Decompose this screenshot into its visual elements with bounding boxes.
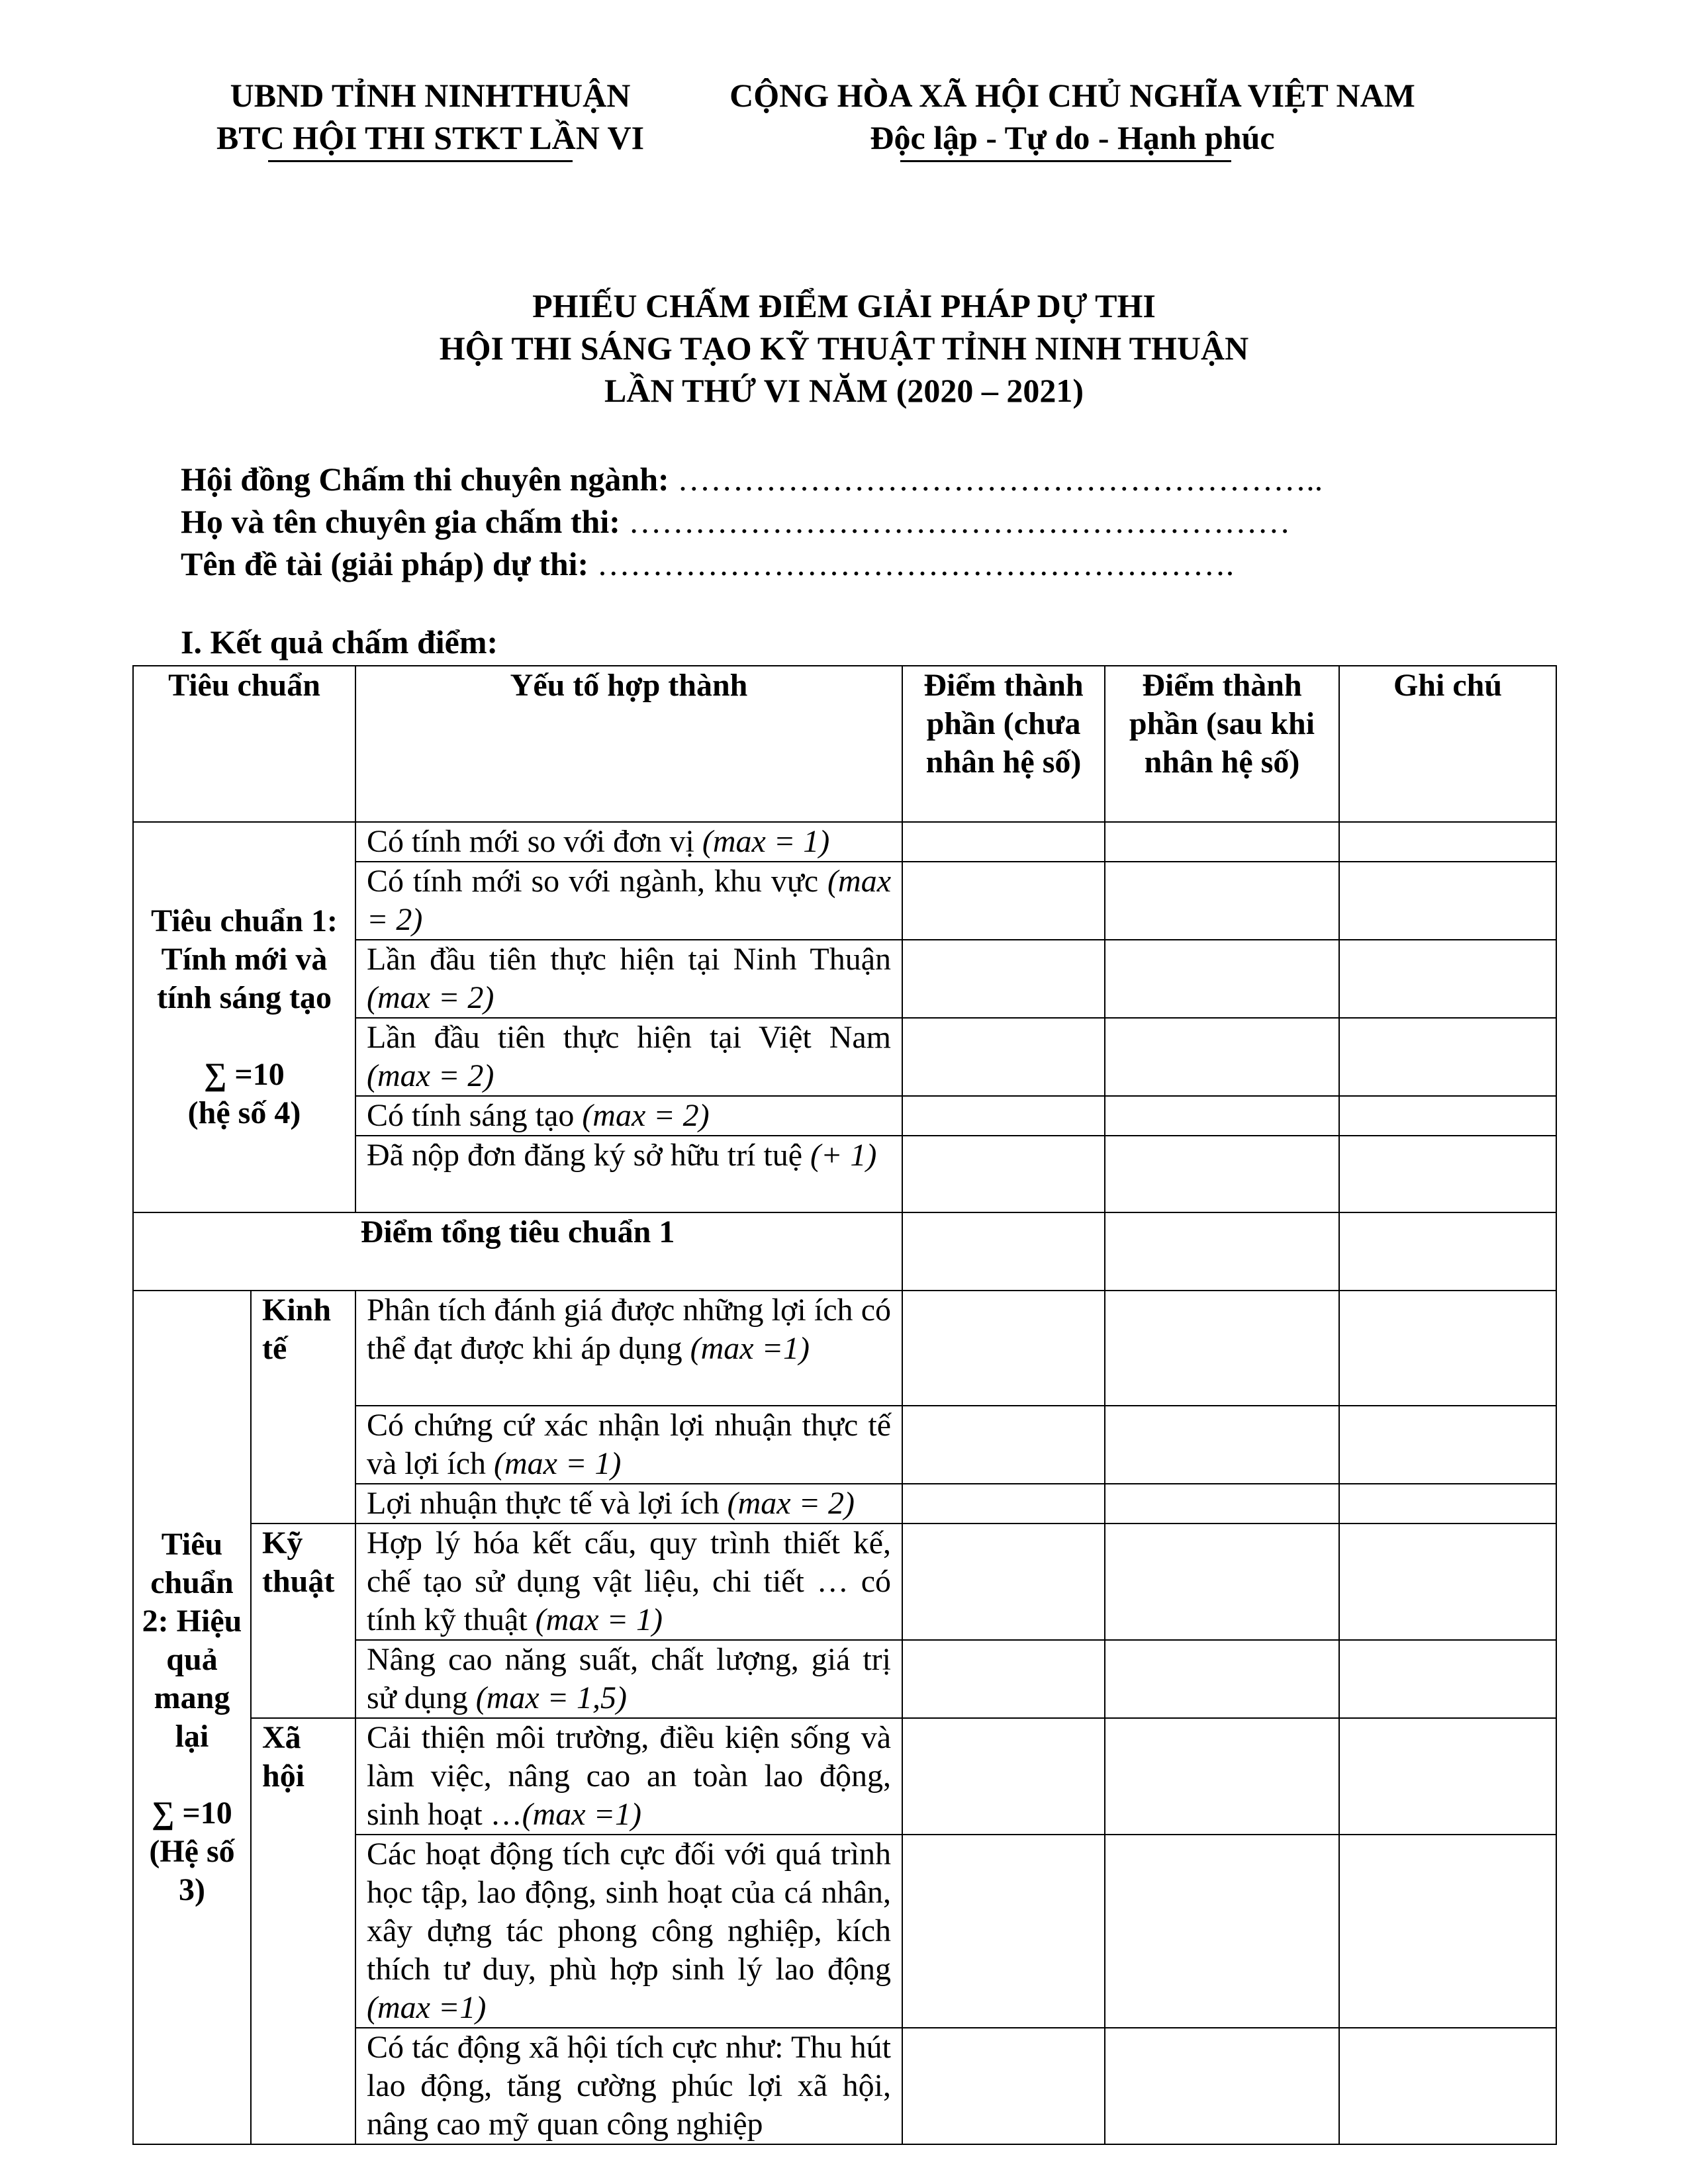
motto-underline — [900, 160, 1231, 162]
title-line-1: PHIẾU CHẤM ĐIỂM GIẢI PHÁP DỰ THI — [532, 287, 1156, 324]
expert-line — [181, 500, 1323, 543]
score-before-field[interactable] — [902, 940, 1105, 1018]
criterion-1-cell — [133, 822, 355, 1212]
score-before-field[interactable] — [902, 822, 1105, 862]
info-block — [181, 458, 1323, 585]
component-item: Có tác động xã hội tích cực như: Thu hút lao động, tăng cường phúc lợi xã hội, nâng cao mỹ quan công nghiệp — [355, 2028, 902, 2144]
title-line-3: LẦN THỨ VI NĂM (2020 – 2021) — [604, 372, 1084, 409]
component-item: Có chứng cứ xác nhận lợi nhuận thực tế và lợi ích (max = 1) — [355, 1406, 902, 1484]
criterion-2-sum: ∑ =10 — [152, 1796, 232, 1831]
criterion-1-sum: ∑ =10 — [204, 1057, 285, 1092]
group-social: Xã hội — [251, 1718, 355, 2144]
score-after-field[interactable] — [1105, 940, 1339, 1018]
score-before-field[interactable] — [902, 1484, 1105, 1524]
score-before-field[interactable] — [902, 1640, 1105, 1718]
criterion-1-name: Tiêu chuẩn 1: Tính mới và tính sáng tạo — [151, 903, 338, 1015]
component-item: Cải thiện môi trường, điều kiện sống và làm việc, nâng cao an toàn lao động, sinh hoạt …(max =1) — [355, 1718, 902, 1835]
score-before-field[interactable] — [902, 862, 1105, 940]
score-after-field[interactable] — [1105, 1640, 1339, 1718]
criterion-2-name: Tiêu chuẩn 2: Hiệu quả mang lại — [142, 1527, 242, 1754]
score-before-field[interactable] — [902, 1406, 1105, 1484]
component-item: Có tính mới so với ngành, khu vực (max = 2) — [355, 862, 902, 940]
note-field[interactable] — [1339, 1291, 1556, 1406]
note-field[interactable] — [1339, 1018, 1556, 1096]
organization-header — [165, 74, 695, 159]
score-before-field[interactable] — [902, 1835, 1105, 2028]
score-after-field[interactable] — [1105, 1718, 1339, 1835]
score-after-field[interactable] — [1105, 1018, 1339, 1096]
component-item: Lợi nhuận thực tế và lợi ích (max = 2) — [355, 1484, 902, 1524]
note-field[interactable] — [1339, 1136, 1556, 1212]
criterion-1-total-row — [133, 1212, 1556, 1291]
component-item: Các hoạt động tích cực đối với quá trình học tập, lao động, sinh hoạt của cá nhân, xây dựng tác phong công nghiệp, kích thích tư duy, phù hợp sinh lý lao động (max =1) — [355, 1835, 902, 2028]
group-technical: Kỹ thuật — [251, 1524, 355, 1718]
score-before-field[interactable] — [902, 1524, 1105, 1640]
component-item: Nâng cao năng suất, chất lượng, giá trị sử dụng (max = 1,5) — [355, 1640, 902, 1718]
component-item: Lần đầu tiên thực hiện tại Việt Nam (max = 2) — [355, 1018, 902, 1096]
note-field[interactable] — [1339, 2028, 1556, 2144]
criterion-2-cell — [133, 1291, 251, 2144]
total-note-field[interactable] — [1339, 1212, 1556, 1291]
header-note: Ghi chú — [1339, 666, 1556, 822]
score-after-field[interactable] — [1105, 1524, 1339, 1640]
note-field[interactable] — [1339, 1096, 1556, 1136]
council-label: Hội đồng Chấm thi chuyên ngành: — [181, 461, 678, 498]
component-item: Hợp lý hóa kết cấu, quy trình thiết kế, chế tạo sử dụng vật liệu, chi tiết … có tính kỹ thuật (max = 1) — [355, 1524, 902, 1640]
score-after-field[interactable] — [1105, 1096, 1339, 1136]
nation-line-2: Độc lập - Tự do - Hạnh phúc — [870, 119, 1275, 156]
expert-label: Họ và tên chuyên gia chấm thi: — [181, 503, 629, 540]
nation-line-1: CỘNG HÒA XÃ HỘI CHỦ NGHĨA VIỆT NAM — [729, 77, 1415, 114]
score-before-field[interactable] — [902, 1096, 1105, 1136]
note-field[interactable] — [1339, 940, 1556, 1018]
national-header — [688, 74, 1456, 159]
council-dots: ………………………………………………….. — [677, 461, 1323, 498]
component-item: Có tính sáng tạo (max = 2) — [355, 1096, 902, 1136]
header-component: Yếu tố hợp thành — [355, 666, 902, 822]
group-economic: Kinh tế — [251, 1291, 355, 1524]
score-after-field[interactable] — [1105, 1484, 1339, 1524]
topic-dots: …………………………………………………. — [596, 545, 1235, 582]
scoring-table — [132, 665, 1557, 2145]
title-line-2: HỘI THI SÁNG TẠO KỸ THUẬT TỈNH NINH THUẬN — [439, 330, 1249, 367]
criterion-1-coef: (hệ số 4) — [187, 1095, 301, 1130]
note-field[interactable] — [1339, 1718, 1556, 1835]
note-field[interactable] — [1339, 822, 1556, 862]
org-line-2: BTC HỘI THI STKT LẦN VI — [216, 119, 645, 156]
score-after-field[interactable] — [1105, 862, 1339, 940]
component-item: Lần đầu tiên thực hiện tại Ninh Thuận (max = 2) — [355, 940, 902, 1018]
component-item: Đã nộp đơn đăng ký sở hữu trí tuệ (+ 1) — [355, 1136, 902, 1212]
topic-line — [181, 543, 1323, 585]
total-score-after-field[interactable] — [1105, 1212, 1339, 1291]
council-line — [181, 458, 1323, 500]
score-before-field[interactable] — [902, 1291, 1105, 1406]
score-before-field[interactable] — [902, 1018, 1105, 1096]
org-line-1: UBND TỈNH NINHTHUẬN — [230, 77, 631, 114]
topic-label: Tên đề tài (giải pháp) dự thi: — [181, 545, 597, 582]
score-after-field[interactable] — [1105, 1406, 1339, 1484]
score-before-field[interactable] — [902, 1136, 1105, 1212]
note-field[interactable] — [1339, 862, 1556, 940]
note-field[interactable] — [1339, 1406, 1556, 1484]
score-after-field[interactable] — [1105, 1136, 1339, 1212]
org-underline — [268, 160, 573, 162]
criterion-2-coef: (Hệ số 3) — [149, 1834, 235, 1907]
header-criterion: Tiêu chuẩn — [133, 666, 355, 822]
score-before-field[interactable] — [902, 1718, 1105, 1835]
note-field[interactable] — [1339, 1640, 1556, 1718]
score-after-field[interactable] — [1105, 1291, 1339, 1406]
table-header-row — [133, 666, 1556, 822]
score-after-field[interactable] — [1105, 822, 1339, 862]
table-row — [133, 1718, 1556, 1835]
score-before-field[interactable] — [902, 2028, 1105, 2144]
table-row — [133, 1291, 1556, 1406]
section-title: I. Kết quả chấm điểm: — [181, 623, 498, 660]
note-field[interactable] — [1339, 1524, 1556, 1640]
total-score-before-field[interactable] — [902, 1212, 1105, 1291]
header-score-after: Điểm thành phần (sau khi nhân hệ số) — [1105, 666, 1339, 822]
score-after-field[interactable] — [1105, 2028, 1339, 2144]
criterion-1-total-label: Điểm tổng tiêu chuẩn 1 — [133, 1212, 902, 1291]
header-score-before: Điểm thành phần (chưa nhân hệ số) — [902, 666, 1105, 822]
note-field[interactable] — [1339, 1835, 1556, 2028]
expert-dots: …………………………………………………… — [628, 503, 1291, 540]
component-item: Có tính mới so với đơn vị (max = 1) — [355, 822, 902, 862]
table-row — [133, 822, 1556, 862]
note-field[interactable] — [1339, 1484, 1556, 1524]
table-row — [133, 1524, 1556, 1640]
score-after-field[interactable] — [1105, 1835, 1339, 2028]
component-item: Phân tích đánh giá được những lợi ích có thể đạt được khi áp dụng (max =1) — [355, 1291, 902, 1406]
document-title — [0, 285, 1688, 412]
